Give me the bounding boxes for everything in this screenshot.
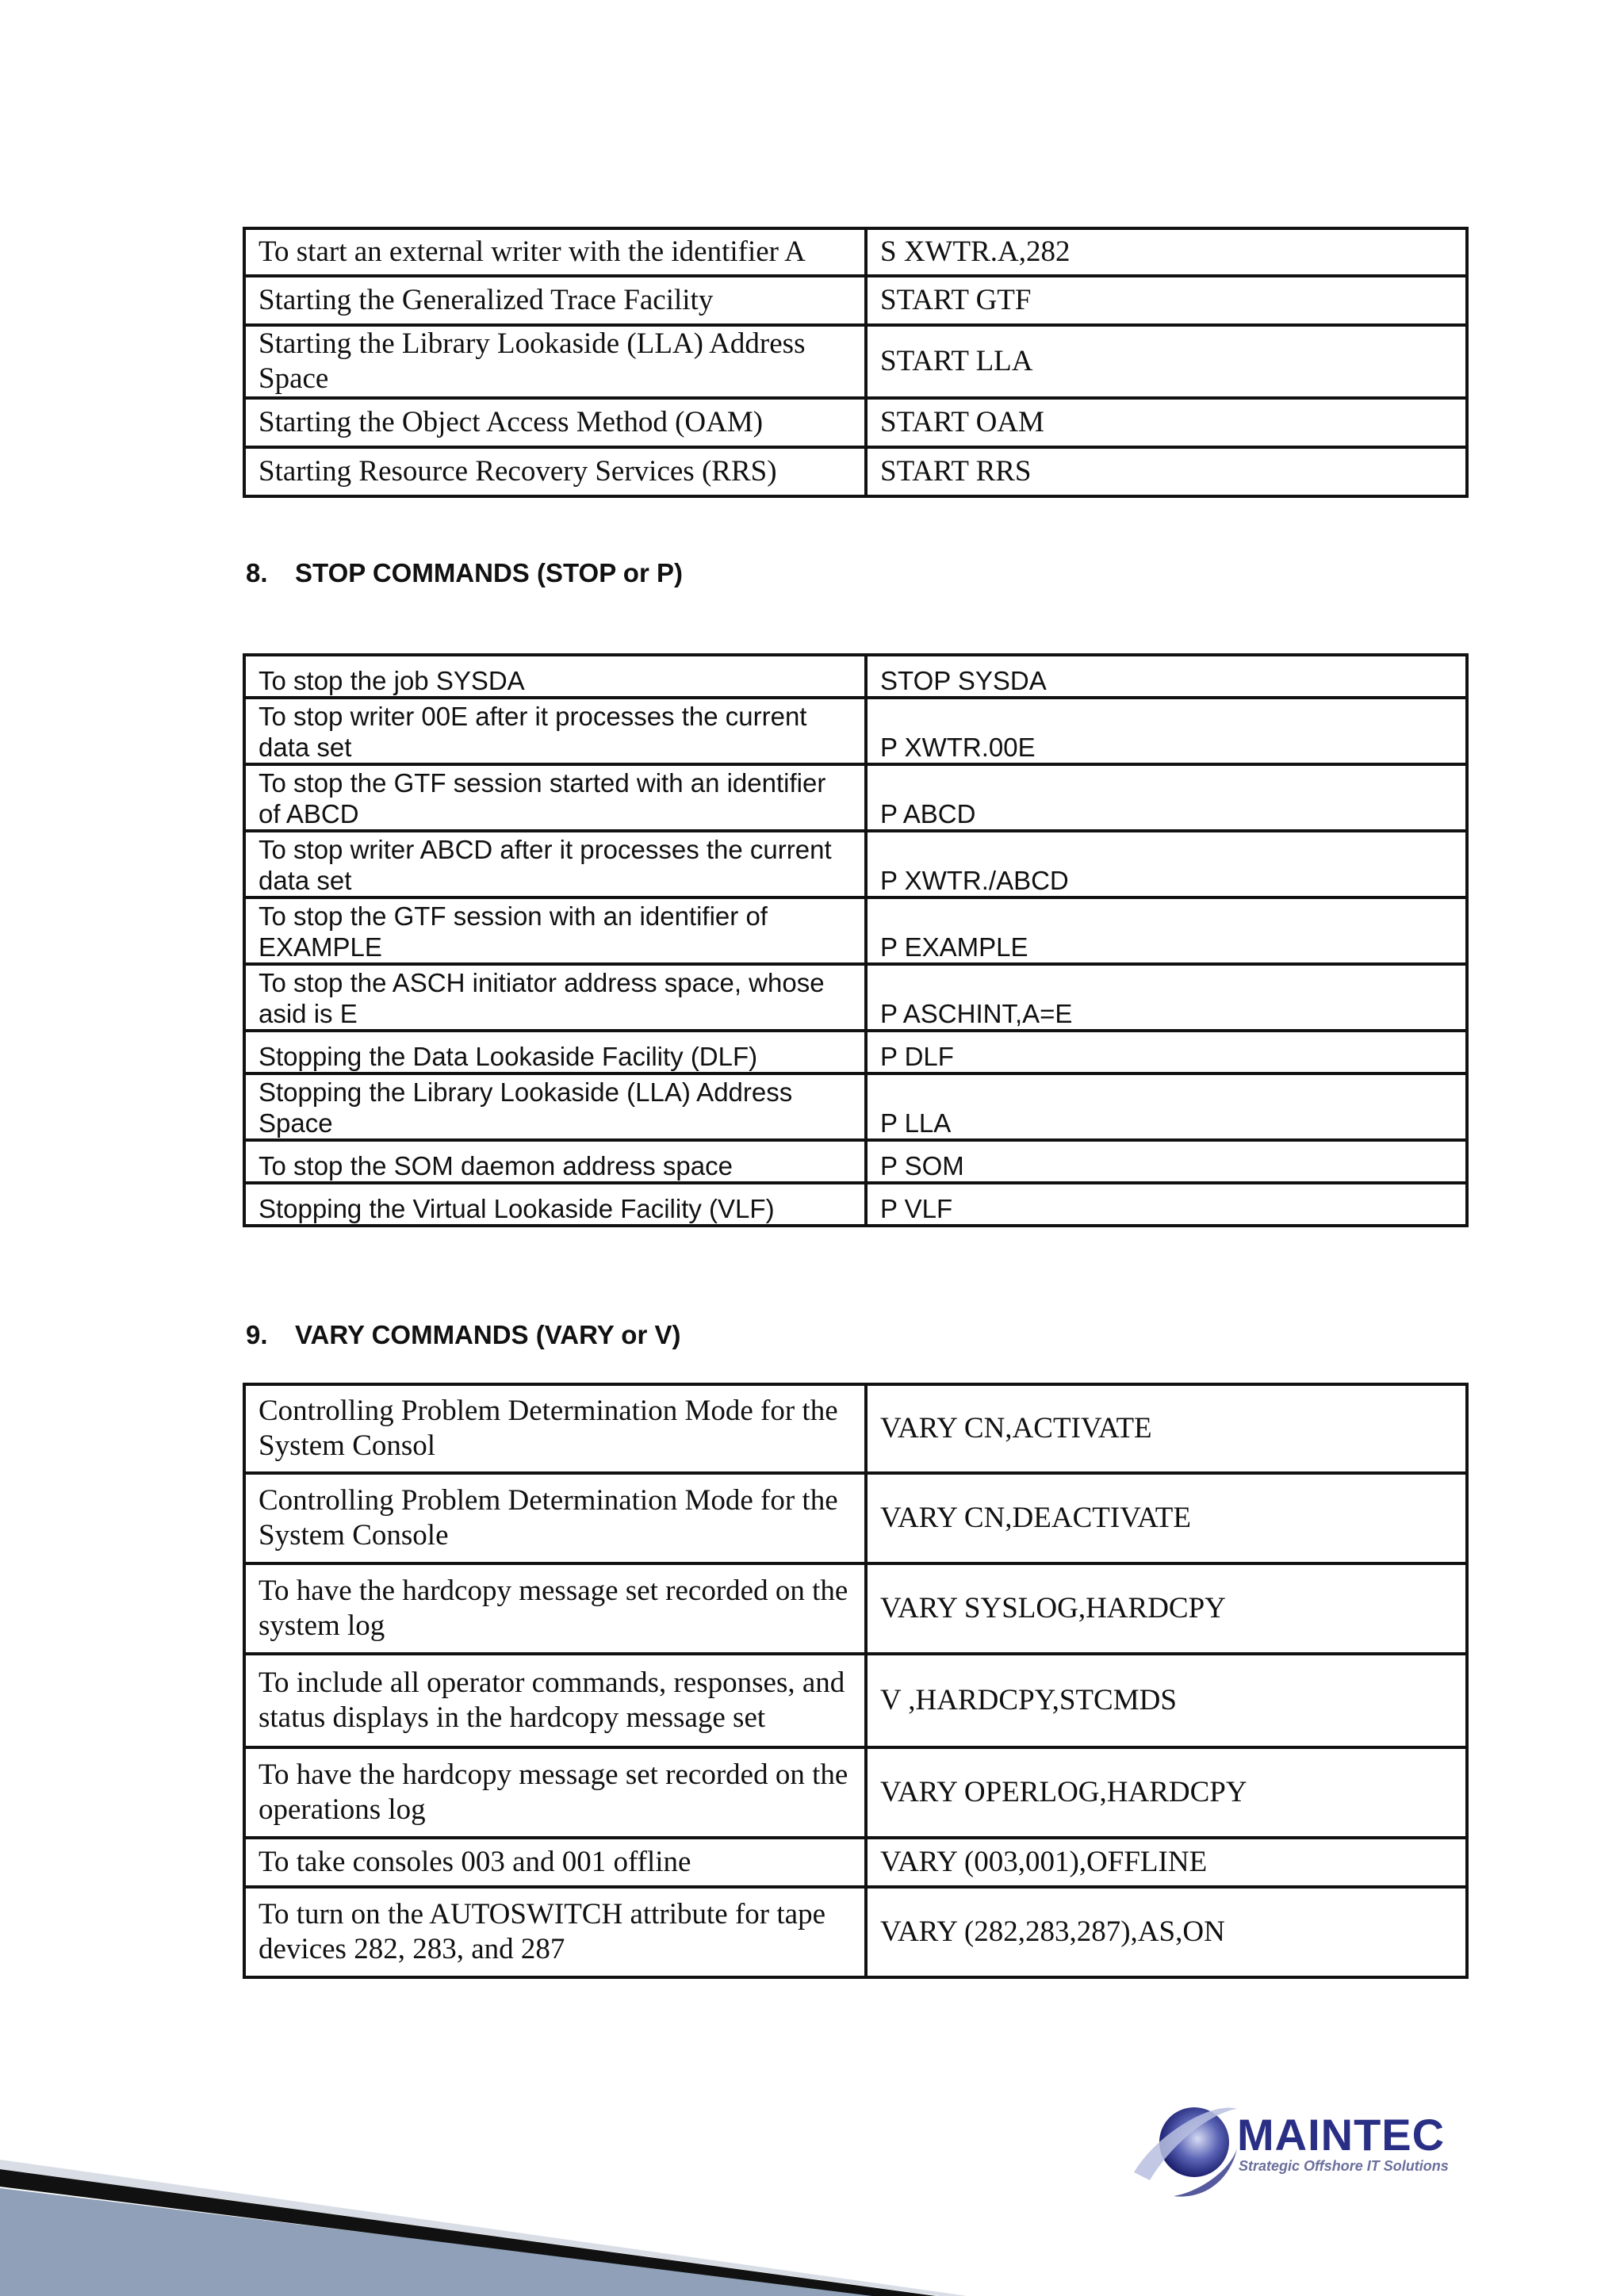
command-syntax: S XWTR.A,282: [866, 228, 1467, 276]
start-commands-table: [243, 227, 1469, 498]
command-syntax: P ASCHINT,A=E: [866, 964, 1467, 1031]
table-row: [244, 1747, 1467, 1838]
command-syntax: P XWTR.00E: [866, 698, 1467, 764]
table-row: [244, 1654, 1467, 1747]
command-syntax: VARY CN,ACTIVATE: [866, 1384, 1467, 1473]
command-description: Stopping the Virtual Lookaside Facility (VLF): [244, 1183, 866, 1226]
logo-wordmark: MAINTEC: [1237, 2110, 1446, 2160]
command-description: To have the hardcopy message set recorded on the operations log: [244, 1747, 866, 1838]
table-row: [244, 398, 1467, 447]
vary-commands-table: [243, 1383, 1469, 1979]
section-title: VARY COMMANDS (VARY or V): [295, 1320, 681, 1349]
command-syntax: START GTF: [866, 276, 1467, 325]
command-syntax: START LLA: [866, 325, 1467, 398]
command-syntax: VARY (282,283,287),AS,ON: [866, 1887, 1467, 1977]
globe-swoosh-icon: [1126, 2085, 1245, 2204]
vary-section-heading: [246, 1320, 680, 1350]
command-description: Starting the Generalized Trace Facility: [244, 276, 866, 325]
table-row: [244, 964, 1467, 1031]
command-description: To stop the ASCH initiator address space, whose asid is E: [244, 964, 866, 1031]
command-description: To stop the GTF session started with an identifier of ABCD: [244, 764, 866, 831]
command-description: To include all operator commands, responses, and status displays in the hardcopy message set: [244, 1654, 866, 1747]
command-syntax: STOP SYSDA: [866, 655, 1467, 698]
command-syntax: P VLF: [866, 1183, 1467, 1226]
table-row: [244, 698, 1467, 764]
stop-section-heading: [246, 558, 683, 588]
table-row: [244, 897, 1467, 964]
logo-tagline: Strategic Offshore IT Solutions: [1239, 2158, 1449, 2174]
table-row: [244, 1031, 1467, 1073]
command-description: Starting Resource Recovery Services (RRS): [244, 447, 866, 496]
command-syntax: START RRS: [866, 447, 1467, 496]
command-description: To have the hardcopy message set recorded on the system log: [244, 1563, 866, 1654]
table-row: [244, 447, 1467, 496]
command-description: To turn on the AUTOSWITCH attribute for tape devices 282, 283, and 287: [244, 1887, 866, 1977]
table-row: [244, 276, 1467, 325]
command-syntax: VARY (003,001),OFFLINE: [866, 1838, 1467, 1887]
command-description: Controlling Problem Determination Mode for the System Console: [244, 1473, 866, 1563]
table-row: [244, 1838, 1467, 1887]
section-number: 9.: [246, 1320, 268, 1349]
table-row: [244, 1887, 1467, 1977]
table-row: [244, 1384, 1467, 1473]
command-description: Stopping the Library Lookaside (LLA) Address Space: [244, 1073, 866, 1140]
command-description: Starting the Library Lookaside (LLA) Address Space: [244, 325, 866, 398]
command-syntax: VARY CN,DEACTIVATE: [866, 1473, 1467, 1563]
command-syntax: P DLF: [866, 1031, 1467, 1073]
command-description: Stopping the Data Lookaside Facility (DLF): [244, 1031, 866, 1073]
table-row: [244, 1073, 1467, 1140]
command-description: To take consoles 003 and 001 offline: [244, 1838, 866, 1887]
table-row: [244, 228, 1467, 276]
section-title: STOP COMMANDS (STOP or P): [295, 558, 683, 587]
table-row: [244, 764, 1467, 831]
maintec-logo: [1126, 2085, 1491, 2204]
command-syntax: P LLA: [866, 1073, 1467, 1140]
command-description: Controlling Problem Determination Mode for the System Consol: [244, 1384, 866, 1473]
table-row: [244, 325, 1467, 398]
command-description: Starting the Object Access Method (OAM): [244, 398, 866, 447]
table-row: [244, 831, 1467, 897]
command-description: To stop the job SYSDA: [244, 655, 866, 698]
command-description: To stop the SOM daemon address space: [244, 1140, 866, 1183]
section-number: 8.: [246, 558, 268, 587]
command-description: To start an external writer with the identifier A: [244, 228, 866, 276]
command-syntax: P SOM: [866, 1140, 1467, 1183]
command-syntax: V ,HARDCPY,STCMDS: [866, 1654, 1467, 1747]
table-row: [244, 1563, 1467, 1654]
table-row: [244, 1473, 1467, 1563]
stop-commands-table: [243, 653, 1469, 1227]
command-syntax: VARY OPERLOG,HARDCPY: [866, 1747, 1467, 1838]
command-syntax: P XWTR./ABCD: [866, 831, 1467, 897]
table-row: [244, 1140, 1467, 1183]
table-row: [244, 1183, 1467, 1226]
command-syntax: VARY SYSLOG,HARDCPY: [866, 1563, 1467, 1654]
command-description: To stop writer ABCD after it processes the current data set: [244, 831, 866, 897]
command-description: To stop writer 00E after it processes the current data set: [244, 698, 866, 764]
command-syntax: P EXAMPLE: [866, 897, 1467, 964]
table-row: [244, 655, 1467, 698]
command-description: To stop the GTF session with an identifier of EXAMPLE: [244, 897, 866, 964]
command-syntax: P ABCD: [866, 764, 1467, 831]
command-syntax: START OAM: [866, 398, 1467, 447]
